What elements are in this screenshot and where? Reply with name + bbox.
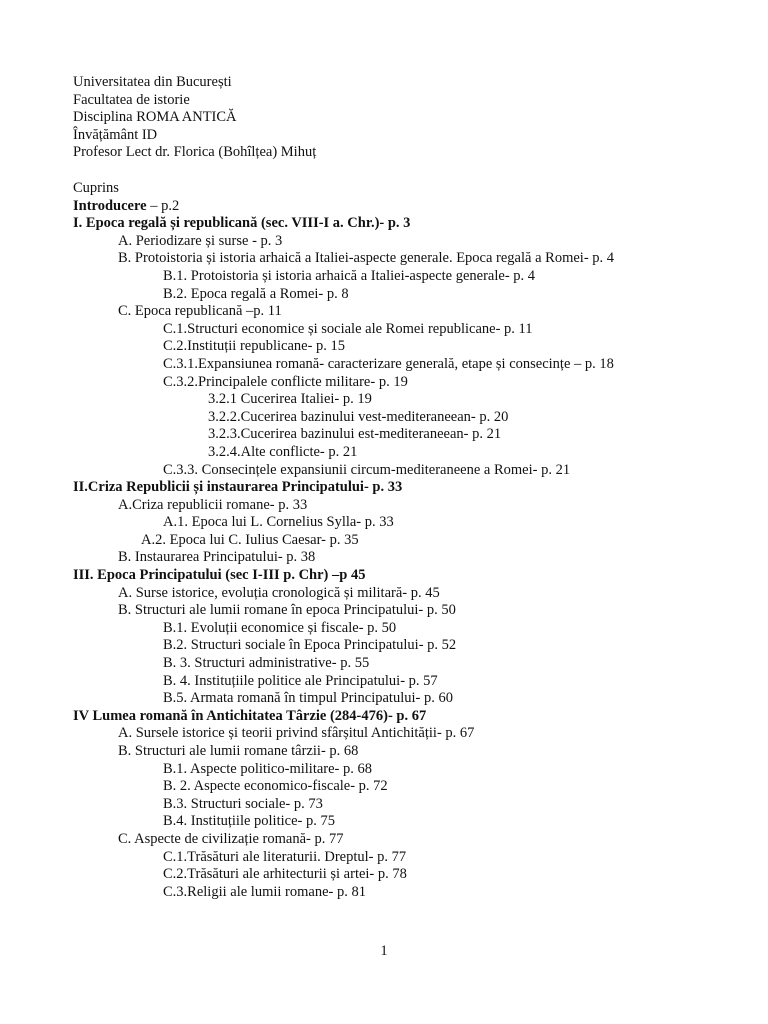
- toc-subsection: C.2.Trăsături ale arhitecturii și artei- p. 78: [163, 866, 407, 883]
- professor-line: Profesor Lect dr. Florica (Bohîlțea) Mihuț: [73, 144, 317, 161]
- toc-subsection: B. 3. Structuri administrative- p. 55: [163, 655, 370, 672]
- toc-section: C. Aspecte de civilizație romană- p. 77: [118, 830, 344, 847]
- toc-subsection: A.2. Epoca lui C. Iulius Caesar- p. 35: [141, 531, 359, 548]
- toc-subsection: C.2.Instituții republicane- p. 15: [163, 338, 346, 355]
- document-header: [73, 74, 316, 162]
- faculty-line: Facultatea de istorie: [73, 91, 190, 108]
- toc-section: C. Epoca republicană –p. 11: [118, 303, 282, 320]
- toc-section: B. Structuri ale lumii romane târzii- p. 68: [118, 743, 359, 759]
- toc-subsubsection: 3.2.3.Cucerirea bazinului est-mediteraneean- p. 21: [208, 426, 502, 443]
- toc-subsection: C.3.Religii ale lumii romane- p. 81: [163, 883, 366, 900]
- toc-subsection: B.4. Instituțiile politice- p. 75: [163, 813, 335, 830]
- toc-subsubsection: 3.2.2.Cucerirea bazinului vest-mediteraneean- p. 20: [208, 408, 509, 425]
- toc-intro: [73, 198, 614, 216]
- toc-intro-page: – p.2: [146, 197, 180, 214]
- toc-subsection: B. 4. Instituțiile politice ale Principatului- p. 57: [163, 672, 438, 689]
- toc-subsection: B. 2. Aspecte economico-fiscale- p. 72: [163, 778, 388, 795]
- university-line: Universitatea din București: [73, 74, 232, 90]
- toc-subsection: B.3. Structuri sociale- p. 73: [163, 795, 323, 812]
- toc-subsection: B.1. Evoluții economice și fiscale- p. 50: [163, 619, 397, 636]
- toc-intro-label: Introducere: [73, 197, 147, 214]
- toc-subsection: C.3.3. Consecințele expansiunii circum-mediteraneene a Romei- p. 21: [163, 461, 571, 478]
- toc-subsubsection: 3.2.1 Cucerirea Italiei- p. 19: [208, 391, 372, 408]
- toc-subsection: C.1.Structuri economice și sociale ale Romei republicane- p. 11: [163, 320, 533, 337]
- page-number: 1: [380, 943, 388, 959]
- toc-subsection: B.5. Armata romană în timpul Principatului- p. 60: [163, 690, 453, 707]
- toc-subsection: A.1. Epoca lui L. Cornelius Sylla- p. 33: [163, 514, 394, 531]
- toc-subsubsection: 3.2.4.Alte conflicte- p. 21: [208, 443, 358, 460]
- toc-section: A. Surse istorice, evoluția cronologică și militară- p. 45: [118, 584, 440, 601]
- toc-chapter-2: II.Criza Republicii și instaurarea Principatului- p. 33: [73, 479, 403, 496]
- toc-section: B. Structuri ale lumii romane în epoca Principatului- p. 50: [118, 602, 456, 619]
- toc-chapter-3: III. Epoca Principatului (sec I-III p. Chr) –p 45: [73, 567, 366, 584]
- toc-section: A. Periodizare și surse - p. 3: [118, 232, 283, 249]
- toc-section: B. Protoistoria și istoria arhaică a Italiei-aspecte generale. Epoca regală a Romei- p. 4: [118, 250, 615, 267]
- toc-subsection: B.2. Structuri sociale în Epoca Principatului- p. 52: [163, 637, 457, 654]
- study-mode-line: Învățământ ID: [73, 126, 158, 143]
- toc-chapter-1: I. Epoca regală și republicană (sec. VIII-I a. Chr.)- p. 3: [73, 215, 411, 232]
- toc-subsection: C.3.2.Principalele conflicte militare- p. 19: [163, 373, 408, 390]
- toc-section: A.Criza republicii romane- p. 33: [118, 496, 308, 513]
- toc-subsection: C.1.Trăsături ale literaturii. Dreptul- p. 77: [163, 848, 407, 865]
- table-of-contents: [73, 180, 614, 901]
- toc-section: B. Instaurarea Principatului- p. 38: [118, 549, 316, 566]
- toc-title: Cuprins: [73, 180, 119, 196]
- toc-subsection: B.1. Protoistoria și istoria arhaică a Italiei-aspecte generale- p. 4: [163, 267, 536, 284]
- toc-subsection: B.1. Aspecte politico-militare- p. 68: [163, 760, 372, 777]
- discipline-line: Disciplina ROMA ANTICĂ: [73, 109, 237, 126]
- toc-chapter-4: IV Lumea romană în Antichitatea Târzie (284-476)- p. 67: [73, 707, 427, 724]
- toc-subsection: C.3.1.Expansiunea romană- caracterizare generală, etape și consecințe – p. 18: [163, 355, 614, 372]
- toc-subsection: B.2. Epoca regală a Romei- p. 8: [163, 285, 349, 302]
- toc-section: A. Sursele istorice și teorii privind sfârșitul Antichității- p. 67: [118, 725, 475, 742]
